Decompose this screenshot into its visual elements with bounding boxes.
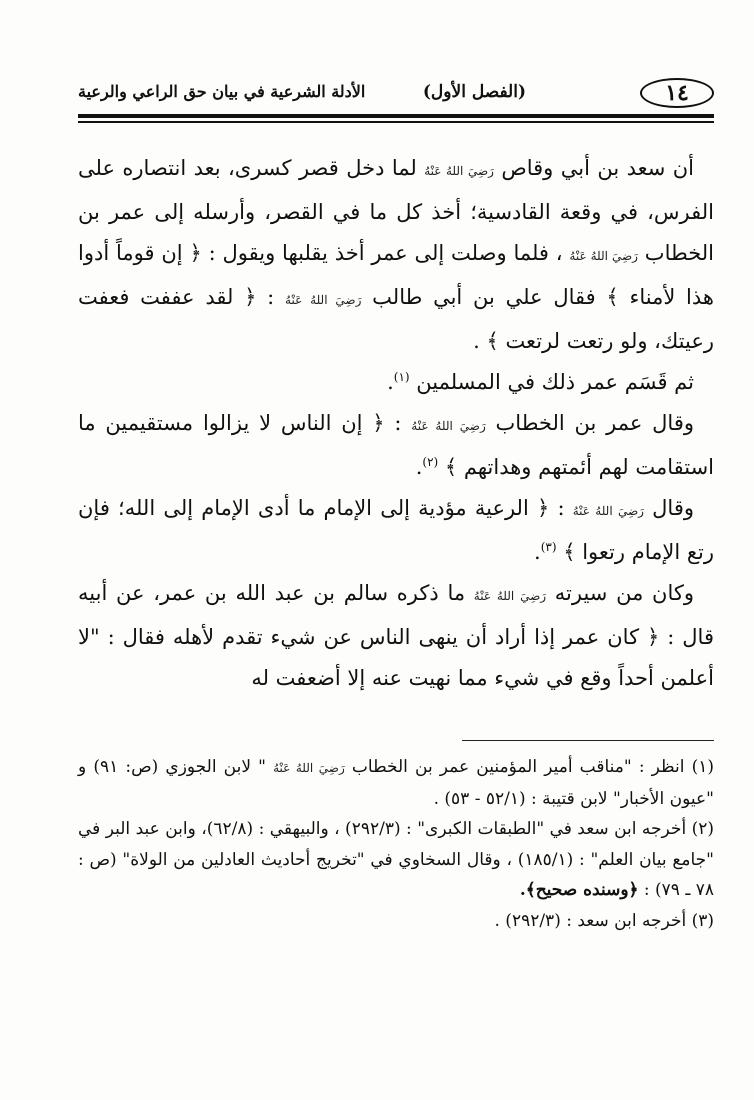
honorific: رَضِيَ اللهُ عَنْهُ — [569, 249, 638, 263]
text-run: : ﴿ لقد عففت فعفت رعيتك، ولو رتعت لرتعت ﴾ . — [78, 285, 714, 353]
paragraph — [78, 573, 714, 699]
text-run: " لابن الجوزي (ص: ٩١) و "عيون الأخبار" لابن قتيبة : (٥٢/١ - ٥٣) . — [78, 757, 714, 809]
chapter-title: (الفصل الأول) — [422, 82, 526, 102]
page-number-badge — [640, 78, 714, 108]
honorific: رَضِيَ اللهُ عَنْهُ — [273, 761, 345, 775]
text-run: ما ذكره سالم بن عبد الله بن عمر، عن أبيه قال : ﴿ كان عمر إذا أراد أن ينهى الناس عن شيء تقدم لأهله فقال : "لا أعلمن أحداً وقع في شيء مما نهيت عنه إلا أضعفت له — [78, 581, 714, 690]
paragraph — [78, 362, 714, 403]
text-run: ثم قَسَم عمر ذلك في المسلمين — [409, 370, 694, 394]
text-run: . — [534, 540, 541, 564]
text-run: . — [387, 370, 394, 394]
text-run: : ﴿ الرعية مؤدية إلى الإمام ما أدى الإمام إلى الله؛ فإن رتع الإمام رتعوا ﴾ — [78, 496, 714, 564]
text-run: ، فلما وصلت إلى عمر أخذ يقلبها ويقول : ﴿ إن قوماً أدوا هذا لأمناء ﴾ فقال علي بن أبي طالب — [78, 241, 714, 309]
main-text — [78, 148, 714, 699]
text-run: . — [415, 455, 423, 479]
paragraph — [78, 403, 714, 488]
footnote-ref[interactable]: (٢) — [422, 455, 439, 469]
paragraph — [78, 488, 714, 573]
text-run: وكان من سيرته — [546, 581, 694, 605]
footnotes — [78, 752, 714, 936]
text-run: : ﴿ إن الناس لا يزالوا مستقيمين ما استقامت لهم أئمتهم وهداتهم ﴾ — [78, 411, 714, 479]
honorific: رَضِيَ اللهُ عَنْهُ — [285, 293, 362, 307]
page-header — [78, 78, 714, 112]
footnote-2 — [78, 814, 714, 906]
text-run: وقال — [643, 496, 695, 520]
header-rule-thick — [78, 114, 714, 118]
text-run: أن سعد بن أبي وقاص — [493, 156, 694, 180]
header-rule-thin — [78, 121, 714, 123]
footnote-1 — [78, 752, 714, 814]
honorific: رَضِيَ اللهُ عَنْهُ — [572, 504, 644, 518]
honorific: رَضِيَ اللهُ عَنْهُ — [473, 589, 547, 603]
text-run: ﴿وسنده صحيح﴾. — [519, 880, 639, 900]
page-number: ١٤ — [665, 80, 689, 106]
text-run: لما دخل قصر كسرى، بعد انتصاره على الفرس، في وقعة القادسية؛ أخذ كل ما في القصر، وأرسله إلى عمر بن الخطاب — [78, 156, 714, 265]
honorific: رَضِيَ اللهُ عَنْهُ — [424, 164, 494, 178]
text-run: (١) انظر : "مناقب أمير المؤمنين عمر بن الخطاب — [344, 757, 714, 777]
text-run: وقال عمر بن الخطاب — [485, 411, 695, 435]
footnote-3: (٣) أخرجه ابن سعد : (٢٩٢/٣) . — [494, 910, 714, 931]
honorific: رَضِيَ اللهُ عَنْهُ — [411, 419, 486, 433]
footnote-separator — [462, 740, 714, 741]
book-title: الأدلة الشرعية في بيان حق الراعي والرعية — [78, 82, 366, 101]
footnote-ref[interactable]: (٣) — [540, 540, 557, 554]
paragraph — [78, 148, 714, 362]
footnote-ref[interactable]: (١) — [393, 370, 410, 384]
text-run: (٢) أخرجه ابن سعد في "الطبقات الكبرى" : (٢٩٢/٣) ، والبيهقي : (٦٢/٨)، وابن عبد البر في "جامع بيان العلم" : (١٨٥/١) ، وقال السخاوي في "تخريج أحاديث العادلين من الولاة" (ص : ٧٨ ـ ٧٩) : — [78, 819, 715, 900]
